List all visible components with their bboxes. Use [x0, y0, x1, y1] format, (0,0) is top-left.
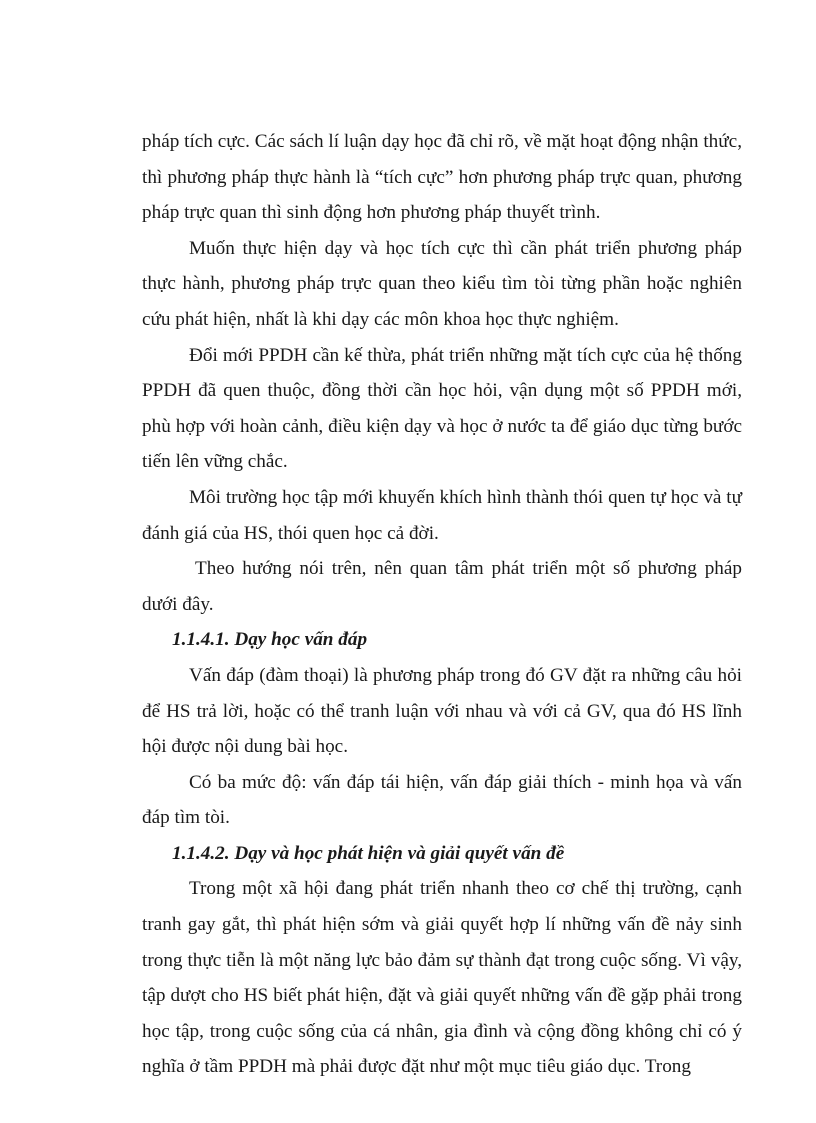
- paragraph-develop-practice: Muốn thực hiện dạy và học tích cực thì cần phát triển phương pháp thực hành, phương pháp trực quan theo kiểu tìm tòi từng phần hoặc nghiên cứu phát hiện, nhất là khi dạy các môn khoa học thực nghiệm.: [142, 237, 742, 330]
- paragraph-problem-solving: Trong một xã hội đang phát triển nhanh theo cơ chế thị trường, cạnh tranh gay gắt, thì phát hiện sớm và giải quyết hợp lí những vấn đề nảy sinh trong thực tiễn là một năng lực bảo đảm sự thành đạt trong cuộc sống. Vì vậy, tập dượt cho HS biết phát hiện, đặt và giải quyết những vấn đề gặp phải trong học tập, trong cuộc sống của cá nhân, gia đình và cộng đồng không chỉ có ý nghĩa ở tầm PPDH mà phải được đặt như một mục tiêu giáo dục. Trong: [142, 878, 742, 1078]
- paragraph-learning-environment: Môi trường học tập mới khuyến khích hình thành thói quen tự học và tự đánh giá của HS, thói quen học cả đời.: [142, 486, 742, 544]
- document-page: [142, 124, 742, 1085]
- heading-1-1-4-1: 1.1.4.1. Dạy học vấn đáp: [172, 629, 368, 651]
- paragraph-qa-definition: Vấn đáp (đàm thoại) là phương pháp trong đó GV đặt ra những câu hỏi để HS trả lời, hoặc có thể tranh luận với nhau và với cả GV, qua đó HS lĩnh hội được nội dung bài học.: [142, 664, 742, 758]
- paragraph-renew-ppdh: Đổi mới PPDH cần kế thừa, phát triển những mặt tích cực của hệ thống PPDH đã quen thuộc, đồng thời cần học hỏi, vận dụng một số PPDH mới, phù hợp với hoàn cảnh, điều kiện dạy và học ở nước ta để giáo dục từng bước tiến lên vững chắc.: [142, 344, 742, 473]
- paragraph-active-methods: pháp tích cực. Các sách lí luận dạy học đã chỉ rõ, về mặt hoạt động nhận thức, thì phương pháp thực hành là “tích cực” hơn phương pháp trực quan, phương pháp trực quan thì sinh động hơn phương pháp thuyết trình.: [142, 131, 742, 224]
- paragraph-direction: Theo hướng nói trên, nên quan tâm phát triển một số phương pháp dưới đây.: [142, 558, 742, 615]
- heading-1-1-4-2: 1.1.4.2. Dạy và học phát hiện và giải quyết vấn đề: [172, 842, 565, 864]
- paragraph-qa-levels: Có ba mức độ: vấn đáp tái hiện, vấn đáp giải thích - minh họa và vấn đáp tìm tòi.: [142, 771, 742, 829]
